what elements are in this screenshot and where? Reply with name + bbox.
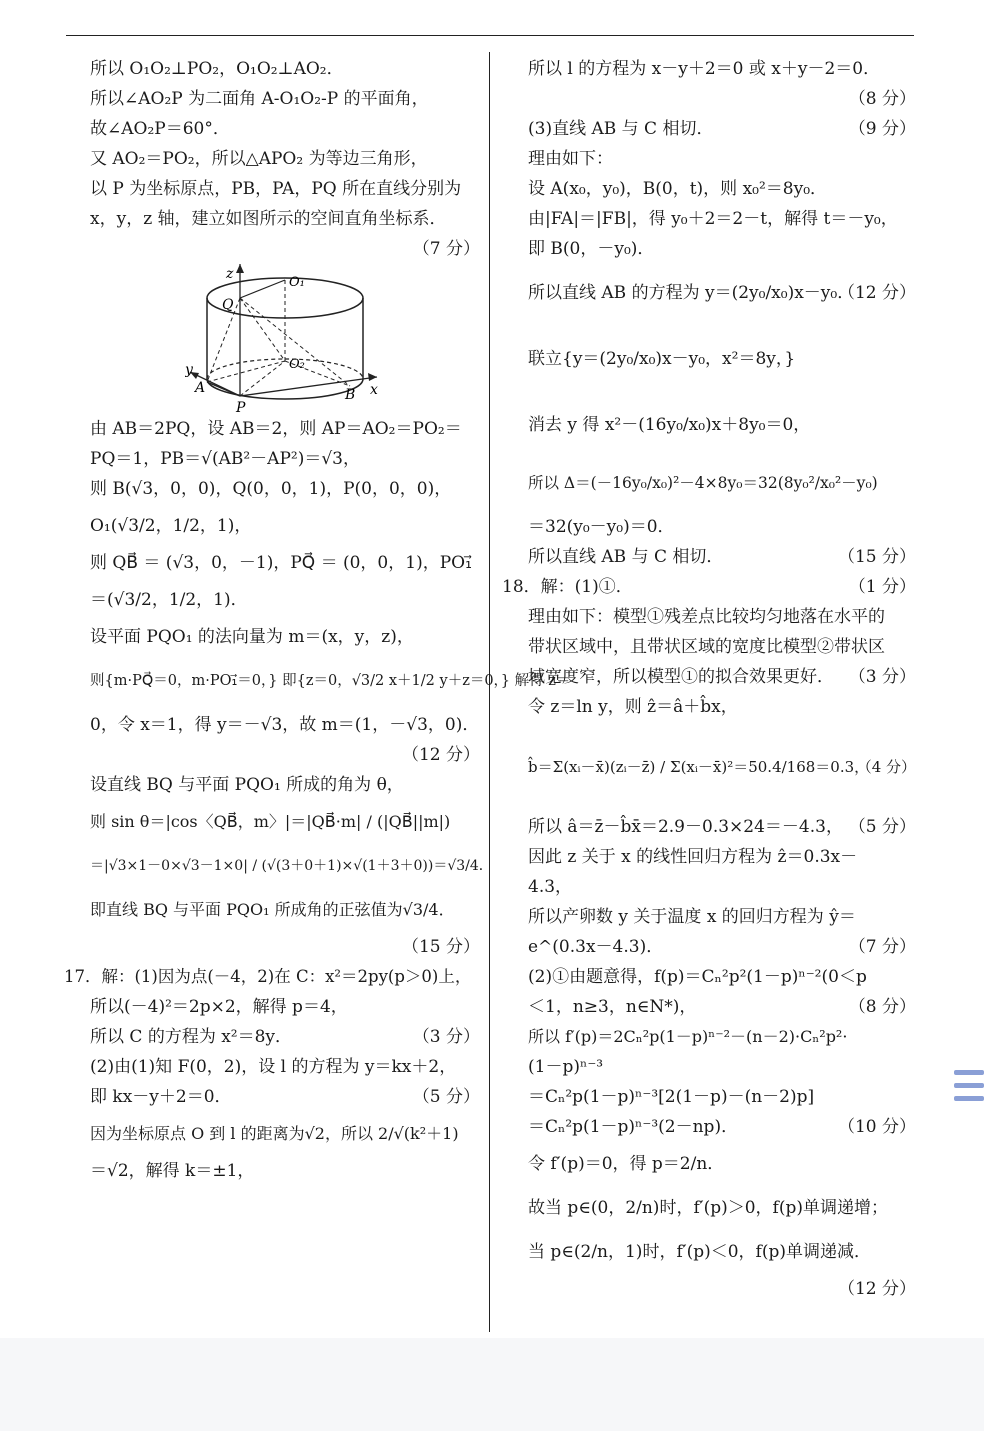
text-line: 所以直线 AB 与 C 相切． （15 分） bbox=[528, 542, 916, 572]
header-rule bbox=[66, 35, 914, 36]
text-line: 则 sin θ＝|cos〈QB⃗，m〉|＝|QB⃗·m| / (|QB⃗||m|) bbox=[90, 812, 451, 831]
point-label-b: B bbox=[345, 387, 356, 403]
text-line: 又 AO₂＝PO₂，所以△APO₂ 为等边三角形， bbox=[90, 149, 428, 169]
text-line: 因此 z 关于 x 的线性回归方程为 ẑ＝0.3x－ bbox=[528, 847, 858, 867]
cylinder-figure bbox=[90, 264, 480, 414]
text-line: x，y，z 轴，建立如图所示的空间直角坐标系． bbox=[90, 209, 447, 229]
text-line: 所以(－4)²＝2p×2，解得 p＝4， bbox=[90, 997, 348, 1017]
score-mark: （15 分） bbox=[401, 937, 480, 957]
text-line: ＝32(y₀－y₀)＝0． bbox=[528, 517, 675, 537]
text-line: 消去 y 得 x²－(16y₀/x₀)x＋8y₀＝0， bbox=[528, 415, 811, 435]
cylinder-diagram bbox=[185, 264, 385, 414]
text-line: 理由如下： bbox=[528, 149, 613, 169]
text-line: ＝Cₙ²p(1－p)ⁿ⁻³[2(1－p)－(n－2)p] bbox=[528, 1087, 815, 1107]
text-line: 所以 O₁O₂⊥PO₂，O₁O₂⊥AO₂． bbox=[90, 59, 344, 79]
column-divider bbox=[489, 52, 490, 1332]
text-line: 以 P 为坐标原点，PB，PA，PQ 所在直线分别为 bbox=[90, 179, 462, 199]
text-line: 设 A(x₀，y₀)，B(0，t)，则 x₀²＝8y₀． bbox=[528, 179, 828, 199]
text-line: ＝√2，解得 k＝±1， bbox=[90, 1161, 255, 1181]
score-mark: （10 分） bbox=[837, 1117, 916, 1137]
point-label-p: P bbox=[236, 400, 246, 414]
point-label-o1: O₁ bbox=[289, 275, 305, 290]
score-mark: （5 分） bbox=[412, 1087, 480, 1107]
score-mark: （9 分） bbox=[848, 119, 916, 139]
equation-system-line: 则{m·PQ⃗＝0，m·PO₁⃗＝0，} 即{z＝0，√3/2 x＋1/2 y＋z＝0，} 解得 z＝ bbox=[90, 673, 571, 689]
text-line: ＜1，n≥3，n∈N*)， （8 分） bbox=[528, 992, 916, 1022]
text-line: 则 B(√3，0，0)，Q(0，0，1)，P(0，0，0)， bbox=[90, 479, 452, 499]
text-line: e^(0.3x－4.3)． （7 分） bbox=[528, 932, 916, 962]
text-line: 由 AB＝2PQ，设 AB＝2，则 AP＝AO₂＝PO₂＝ bbox=[90, 419, 462, 439]
text-line: 故当 p∈(0，2/n)时，f′(p)＞0，f(p)单调递增； bbox=[528, 1198, 888, 1218]
point-label-a: A bbox=[195, 380, 206, 396]
axis-label-x: x bbox=[370, 382, 378, 398]
text-line: 域宽度窄，所以模型①的拟合效果更好． （3 分） bbox=[528, 662, 916, 692]
text-line: (3)直线 AB 与 C 相切． （9 分） bbox=[528, 114, 916, 144]
text-line: PQ＝1，PB＝√(AB²－AP²)＝√3， bbox=[90, 449, 360, 469]
text-line: 即直线 BQ 与平面 PQO₁ 所成角的正弦值为√3/4． bbox=[90, 900, 455, 919]
score-mark: （12 分） bbox=[837, 283, 916, 303]
score-mark: （3 分） bbox=[848, 667, 916, 687]
score-line bbox=[90, 234, 480, 264]
text-line: 设直线 BQ 与平面 PQO₁ 所成的角为 θ， bbox=[90, 775, 404, 795]
point-label-o2: O₂ bbox=[289, 357, 305, 372]
text-line: 所以 Δ＝(－16y₀/x₀)²－4×8y₀＝32(8y₀²/x₀²－y₀) bbox=[528, 474, 878, 492]
text-line: 所以 l 的方程为 x－y＋2＝0 或 x＋y－2＝0． bbox=[528, 59, 881, 79]
text-line: 即 B(0，－y₀)． bbox=[528, 239, 655, 259]
text-line: 由|FA|＝|FB|，得 y₀＋2＝2－t，解得 t＝－y₀， bbox=[528, 209, 898, 229]
text-line: (2)由(1)知 F(0，2)，设 l 的方程为 y＝kx＋2， bbox=[90, 1057, 457, 1077]
text-line: 所以 â＝z̄－b̂x̄＝2.9－0.3×24＝－4.3， （5 分） bbox=[528, 812, 916, 842]
text-line: 理由如下：模型①残差点比较均匀地落在水平的 bbox=[528, 607, 885, 627]
equation-system-line: 联立{y＝(2y₀/x₀)x－y₀，x²＝8y，} bbox=[528, 349, 796, 369]
text-line: 0，令 x＝1，得 y＝－√3，故 m＝(1，－√3，0)． bbox=[90, 715, 480, 735]
score-mark: （1 分） bbox=[848, 577, 916, 597]
score-mark: （12 分） bbox=[401, 745, 480, 765]
text-line: (2)①由题意得，f(p)＝Cₙ²p²(1－p)ⁿ⁻²(0＜p bbox=[528, 967, 867, 987]
text-line: 所以 C 的方程为 x²＝8y． （3 分） bbox=[90, 1022, 480, 1052]
score-mark: （8 分） bbox=[848, 997, 916, 1017]
problem-17-heading: 17．解：(1)因为点(－4，2)在 C：x²＝2py(p＞0)上， bbox=[64, 967, 472, 986]
text-line: 设平面 PQO₁ 的法向量为 m＝(x，y，z)， bbox=[90, 627, 414, 647]
score-line bbox=[528, 1274, 916, 1304]
text-line: 因为坐标原点 O 到 l 的距离为√2，所以 2/√(k²＋1) bbox=[90, 1124, 459, 1143]
text-line: 所以直线 AB 的方程为 y＝(2y₀/x₀)x－y₀． （12 分） bbox=[528, 264, 916, 322]
score-mark: （12 分） bbox=[837, 1279, 916, 1299]
score-mark: （5 分） bbox=[848, 817, 916, 837]
score-mark: （15 分） bbox=[837, 547, 916, 567]
score-mark: （8 分） bbox=[848, 89, 916, 109]
text-line: ＝(√3/2，1/2，1)． bbox=[90, 590, 248, 610]
score-line bbox=[528, 84, 916, 114]
score-mark: （3 分） bbox=[412, 1027, 480, 1047]
problem-18-heading: 18．解：(1)①． （1 分） bbox=[502, 572, 916, 602]
menu-icon[interactable] bbox=[954, 1070, 984, 1108]
text-line: 所以 f′(p)＝2Cₙ²p(1－p)ⁿ⁻²－(n－2)·Cₙ²p²· bbox=[528, 1027, 848, 1046]
score-line bbox=[90, 740, 480, 770]
text-line: 4.3， bbox=[528, 877, 573, 897]
right-column bbox=[502, 54, 916, 1304]
page-bottom-margin bbox=[0, 1338, 984, 1431]
axis-label-z: z bbox=[226, 266, 234, 282]
text-line: 则 QB⃗ ＝ (√3，0，－1)，PQ⃗ ＝ (0，0，1)，PO₁⃗ bbox=[90, 553, 472, 573]
text-line: b̂＝Σ(xᵢ－x̄)(zᵢ－z̄) / Σ(xᵢ－x̄)²＝50.4/168＝0.3， （4 分） bbox=[528, 722, 916, 812]
score-line bbox=[90, 932, 480, 962]
score-mark: （4 分） bbox=[856, 758, 916, 776]
text-line: 令 f′(p)＝0，得 p＝2/n． bbox=[528, 1154, 725, 1174]
text-line: 即 kx－y＋2＝0． （5 分） bbox=[90, 1082, 480, 1112]
text-line: 所以∠AO₂P 为二面角 A-O₁O₂-P 的平面角， bbox=[90, 89, 429, 109]
text-line: 带状区域中，且带状区域的宽度比模型②带状区 bbox=[528, 637, 885, 657]
axis-label-y: y bbox=[185, 362, 193, 378]
text-line: O₁(√3/2，1/2，1)， bbox=[90, 516, 252, 536]
text-line: ＝Cₙ²p(1－p)ⁿ⁻³(2－np)． （10 分） bbox=[528, 1112, 916, 1142]
score-mark: （7 分） bbox=[412, 239, 480, 259]
point-label-q: Q bbox=[222, 297, 234, 313]
text-line: 所以产卵数 y 关于温度 x 的回归方程为 ŷ＝ bbox=[528, 907, 856, 927]
text-line: ＝|√3×1－0×√3－1×0| / (√(3＋0＋1)×√(1＋3＋0))＝√3/4． bbox=[90, 858, 493, 874]
text-line: (1－p)ⁿ⁻³ bbox=[528, 1057, 604, 1077]
text-line: 令 z＝ln y，则 ẑ＝â＋b̂x， bbox=[528, 697, 738, 717]
text-line: 故∠AO₂P＝60°． bbox=[90, 119, 230, 139]
text-line: 当 p∈(2/n，1)时，f′(p)＜0，f(p)单调递减． bbox=[528, 1242, 871, 1262]
score-mark: （7 分） bbox=[848, 937, 916, 957]
